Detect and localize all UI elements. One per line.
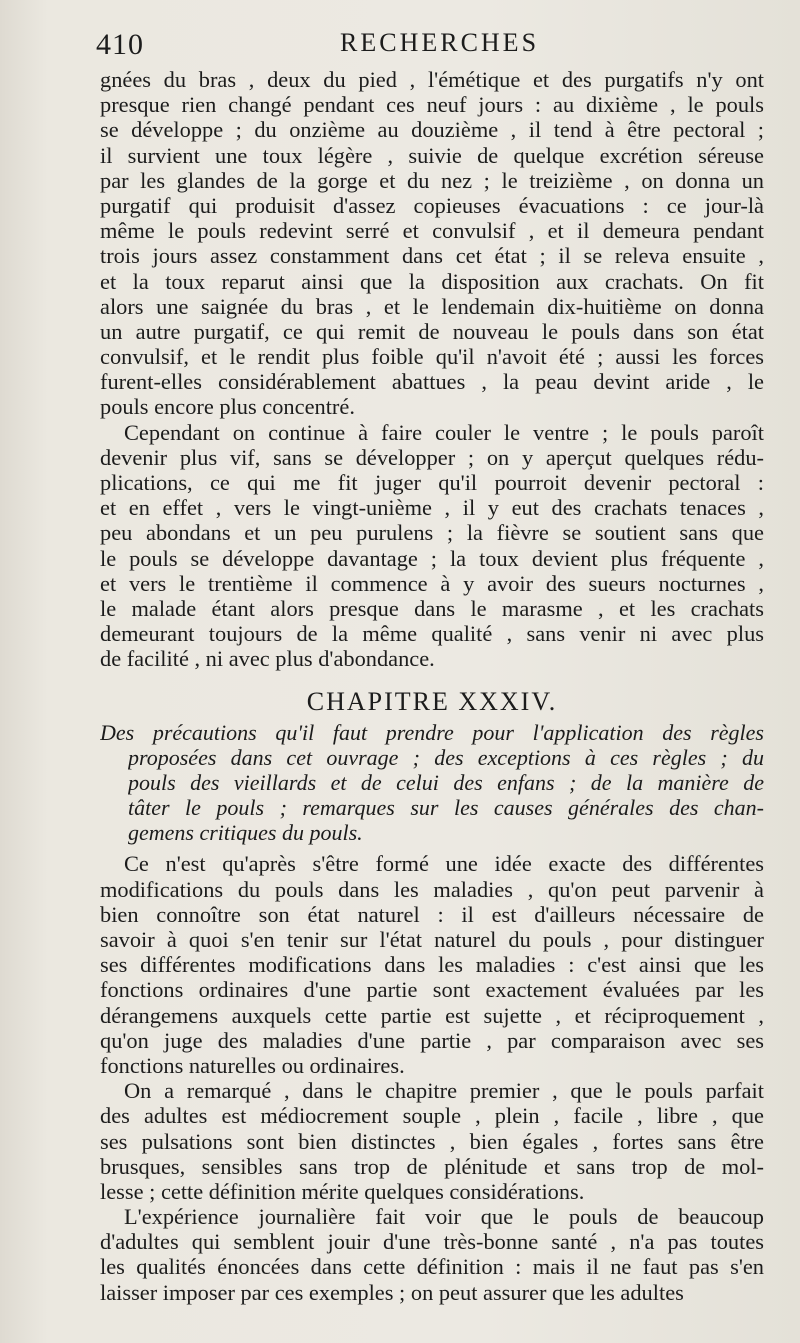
text-line: proposées dans cet ouvrage ; des exceptions à ces règles ; du [128,744,764,770]
text-line: trois jours assez constamment dans cet état ; il se releva ensuite , [100,243,764,269]
text-line: même le pouls redevint serré et convulsif , et il demeura pendant [100,218,764,244]
text-line: se développe ; du onzième au douzième , il tend à être pectoral ; [100,117,764,143]
spacer [100,672,764,682]
text-line: ses différentes modifications dans les maladies : c'est ainsi que les [100,952,764,978]
chapter-title: CHAPITRE XXXIV. [306,686,558,716]
text-line: un autre purgatif, ce qui remit de nouveau le pouls dans son état [100,318,764,344]
text-line: par les glandes de la gorge et du nez ; le treizième , on donna un [100,167,764,193]
running-head: RECHERCHES [340,28,540,57]
paragraph-5 [100,1204,764,1305]
text-line: le malade étant alors presque dans le marasme , et les crachats [100,595,764,621]
text-line: qu'on juge des maladies d'une partie , par comparaison avec ses [100,1027,764,1053]
text-line: et en effet , vers le vingt-unième , il y eut des crachats tenaces , [100,495,764,521]
text-line: fonctions naturelles ou ordinaires. [100,1052,405,1078]
text-line: Des précautions qu'il faut prendre pour l'application des règles [100,719,764,745]
text-line: de facilité , ni avec plus d'abondance. [100,646,435,672]
text-line: il survient une toux légère , suivie de quelque excrétion séreuse [100,142,764,168]
text-line: dérangemens auxquels cette partie est sujette , et réciproquement , [100,1002,764,1028]
text-line: Cependant on continue à faire couler le ventre ; le pouls paroît [124,419,764,445]
text-line: peu abondans et un peu purulens ; la fièvre se soutient sans que [100,520,764,546]
text-line: alors une saignée du bras , et le lendemain dix-huitième on donna [100,293,764,319]
text-line: le pouls se développe davantage ; la toux devient plus fréquente , [100,545,764,571]
text-line: On a remarqué , dans le chapitre premier , que le pouls parfait [124,1078,764,1104]
text-line: savoir à quoi s'en tenir sur l'état naturel du pouls , pour distinguer [100,927,764,952]
text-line: lesse ; cette définition mérite quelques considérations. [100,1178,585,1204]
text-line: Ce n'est qu'après s'être formé une idée exacte des différentes [124,851,764,877]
text-line: bien connoître son état naturel : il est d'ailleurs nécessaire de [100,901,764,927]
text-line: convulsif, et le rendit plus foible qu'il n'avoit été ; aussi les forces [100,344,764,370]
text-line: devenir plus vif, sans se développer ; on y aperçut quelques rédu- [100,444,764,470]
paragraph-3 [100,851,764,1078]
text-line: et la toux reparut ainsi que la disposition aux crachats. On fit [100,268,764,294]
text-line: et vers le trentième il commence à y avoir des sueurs nocturnes , [100,570,764,596]
text-line: des adultes est médiocrement souple , plein , facile , libre , que [100,1103,764,1129]
paragraph-2 [100,420,764,672]
text-line: d'adultes qui semblent jouir d'une très-bonne santé , n'a pas toutes [100,1229,764,1255]
text-line: gemens critiques du pouls. [128,820,363,846]
text-line: presque rien changé pendant ces neuf jours : au dixième , le pouls [100,92,764,118]
chapter-summary [100,720,764,846]
text-line: les qualités énoncées dans cette définition : mais il ne faut pas s'en [100,1254,764,1280]
page-header [96,22,786,62]
page-number: 410 [96,28,144,61]
paragraph-1 [100,67,764,420]
text-line: demeurant toujours de la même qualité , sans venir ni avec plus [100,621,764,647]
text-line: brusques, sensibles sans trop de plénitude et sans trop de mol- [100,1153,764,1179]
text-line: plications, ce qui me fit juger qu'il pourroit devenir pectoral : [100,470,764,495]
text-line: tâter le pouls ; remarques sur les causes générales des chan- [128,795,764,821]
body-text [100,67,764,1305]
text-line: laisser imposer par ces exemples ; on peut assurer que les adultes [100,1279,684,1305]
text-line: pouls encore plus concentré. [100,394,355,420]
text-line: fonctions ordinaires d'une partie sont exactement évaluées par les [100,977,764,1003]
text-line: ses pulsations sont bien distinctes , bien égales , fortes sans être [100,1128,764,1154]
text-line: pouls des vieillards et de celui des enfans ; de la manière de [128,769,764,795]
text-line: modifications du pouls dans les maladies , qu'on peut parvenir à [100,876,764,902]
paragraph-4 [100,1078,764,1204]
text-line: furent-elles considérablement abattues , la peau devint aride , le [100,369,764,395]
text-line: gnées du bras , deux du pied , l'émétique et des purgatifs n'y ont [100,67,764,92]
text-line: purgatif qui produisit d'assez copieuses évacuations : ce jour-là [100,192,764,218]
text-line: L'expérience journalière fait voir que le pouls de beaucoup [124,1204,764,1230]
